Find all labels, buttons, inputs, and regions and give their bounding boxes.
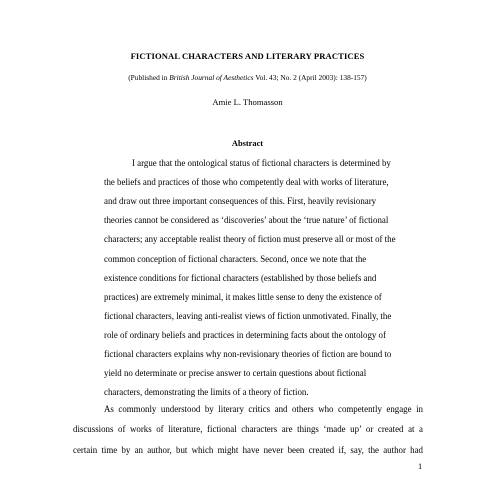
abstract-line: existence conditions for fictional characters (established by those beliefs and: [104, 272, 377, 283]
abstract-line: I argue that the ontological status of fictional characters is determined by: [132, 158, 391, 168]
abstract-line: common conception of fictional characters. Second, once we note that the: [104, 253, 367, 264]
journal-name: British Journal of Aesthetics: [169, 73, 254, 82]
abstract-line: theories cannot be considered as ‘discoveries’ about the ‘true nature’ of fictional: [104, 215, 389, 226]
body-line: certain time by an author, but which might have never been created if, say, the author had: [73, 444, 423, 455]
author-name: Amie L. Thomasson: [212, 97, 283, 107]
abstract-line: practices) are extremely minimal, it makes little sense to deny the existence of: [104, 291, 382, 302]
publication-info: [0, 73, 495, 82]
publication-prefix: (Published in: [128, 73, 170, 82]
abstract-line: fictional characters, leaving anti-realist views of fiction unmotivated. Finally, the: [104, 310, 392, 321]
abstract-line: yield no determinate or precise answer to certain questions about fictional: [104, 368, 367, 379]
abstract-line: role of ordinary beliefs and practices in determining facts about the ontology of: [104, 329, 386, 340]
abstract-line: characters; any acceptable realist theory of fiction must preserve all or most of the: [104, 234, 396, 245]
abstract-line: characters, demonstrating the limits of a theory of fiction.: [104, 387, 309, 398]
abstract-line: and draw out three important consequences of this. First, heavily revisionary: [104, 196, 377, 207]
abstract-heading: Abstract: [231, 139, 264, 148]
body-line: As commonly understood by literary critics and others who competently engage in: [104, 404, 423, 414]
paper-title: FICTIONAL CHARACTERS AND LITERARY PRACTICES: [130, 51, 365, 61]
body-line: discussions of works of literature, fictional characters are things ‘made up’ or created at a: [73, 424, 423, 435]
abstract-line: fictional characters explains why non-revisionary theories of fiction are bound to: [104, 349, 392, 359]
abstract-line: the beliefs and practices of those who competently deal with works of literature,: [104, 177, 389, 188]
publication-suffix: Vol. 43; No. 2 (April 2003): 138-157): [253, 73, 367, 82]
page-number: 1: [418, 462, 423, 471]
